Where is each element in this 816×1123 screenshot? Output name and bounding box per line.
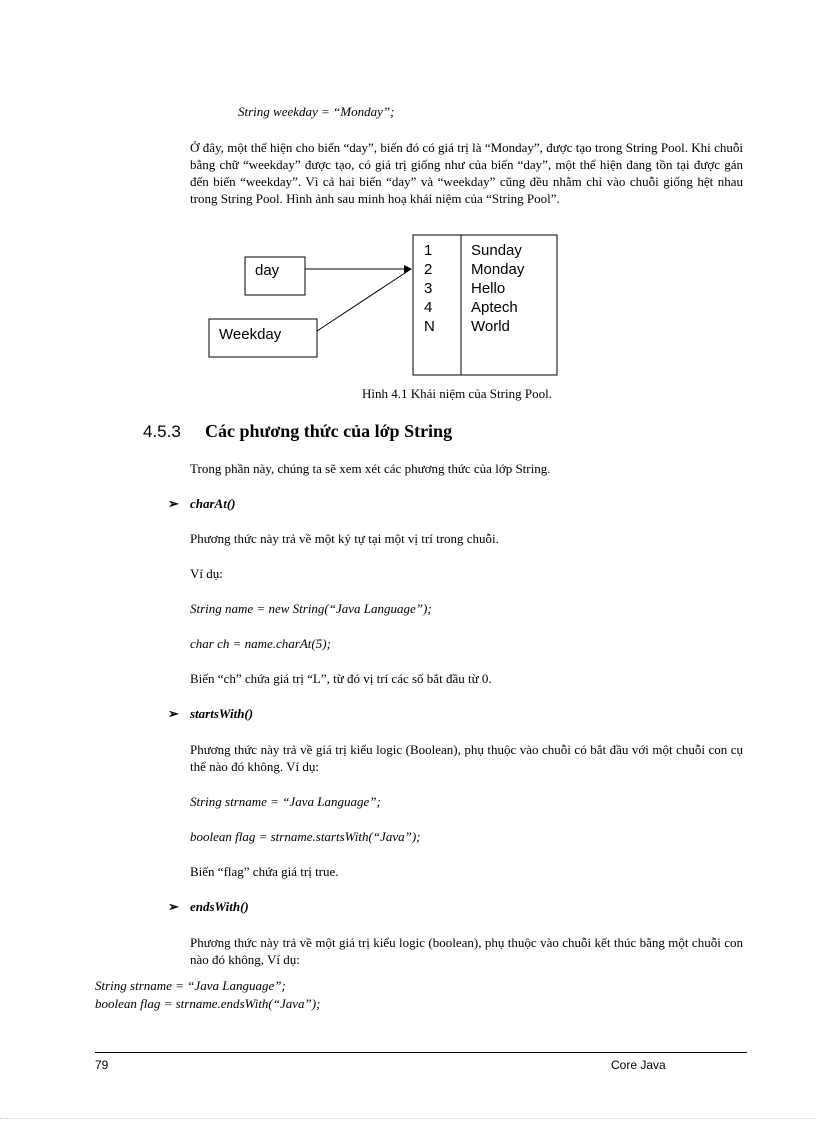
- heading-startswith: [168, 706, 253, 722]
- endswith-code-2: boolean flag = strname.endsWith(“Java”);: [95, 996, 321, 1011]
- pool-value: Sunday: [471, 242, 522, 259]
- endswith-code-1: String strname = “Java Language”;: [95, 978, 286, 993]
- figure-caption: Hình 4.1 Khái niệm của String Pool.: [362, 386, 552, 401]
- pool-index: 4: [424, 299, 433, 316]
- section-intro: Trong phần này, chúng ta sẽ xem xét các phương thức của lớp String.: [190, 461, 551, 476]
- pool-index: N: [424, 318, 435, 335]
- paragraph-string-pool: Ở đây, một thể hiện cho biến “day”, biến đó có giá trị là “Monday”, được tạo trong String Pool. Khi chuỗi bằng chữ “weekday” được tạo, có giá trị giống như của biến “day”, một thể hiện đang tồn tại được gán đến biến “weekday”. Vì cả hai biến “day” và “weekday” cũng đều nhằm chỉ vào chuỗi giống hệt nhau trong String Pool. Hình ảnh sau minh hoạ khái niệm của “String Pool”.: [190, 140, 743, 206]
- string-pool-diagram: [200, 230, 570, 380]
- startswith-result: Biến “flag” chứa giá trị true.: [190, 864, 339, 879]
- footer-rule: [95, 1052, 747, 1053]
- charat-code-1: String name = new String(“Java Language”);: [190, 601, 432, 616]
- startswith-code-1: String strname = “Java Language”;: [190, 794, 381, 809]
- code-weekday: String weekday = “Monday”;: [238, 104, 395, 119]
- section-number: 4.5.3: [143, 422, 181, 441]
- pool-index-column: [424, 241, 435, 336]
- pool-value: Hello: [471, 280, 506, 297]
- charat-code-2: char ch = name.charAt(5);: [190, 636, 331, 651]
- book-title: Core Java: [611, 1058, 666, 1072]
- bullet-arrow-icon: ➢: [168, 496, 179, 511]
- bullet-arrow-icon: ➢: [168, 706, 179, 721]
- heading-endswith-label: endsWith(): [190, 899, 249, 914]
- pool-index: 3: [424, 280, 433, 297]
- heading-endswith: [168, 899, 249, 915]
- example-label: Ví dụ:: [190, 566, 223, 581]
- pool-index: 2: [424, 261, 433, 278]
- var-day-label: day: [255, 262, 280, 279]
- pool-value: Aptech: [471, 299, 518, 316]
- heading-charat: [168, 496, 236, 512]
- section-heading: [143, 421, 452, 442]
- pool-value: Monday: [471, 261, 525, 278]
- pool-value-column: [471, 241, 524, 336]
- heading-charat-label: charAt(): [190, 496, 236, 511]
- startswith-code-2: boolean flag = strname.startsWith(“Java”);: [190, 829, 421, 844]
- charat-description: Phương thức này trả về một ký tự tại một vị trí trong chuỗi.: [190, 531, 499, 546]
- heading-startswith-label: startsWith(): [190, 706, 254, 721]
- page-number: 79: [95, 1058, 109, 1072]
- bullet-arrow-icon: ➢: [168, 899, 179, 914]
- page-edge: [0, 1118, 816, 1119]
- pool-value: World: [471, 318, 510, 335]
- endswith-description: Phương thức này trả về một giá trị kiểu logic (boolean), phụ thuộc vào chuỗi kết thúc bằng một chuỗi con nào đó không, Ví dụ:: [190, 935, 743, 967]
- charat-result: Biến “ch” chứa giá trị “L”, từ đó vị trí các số bắt đầu từ 0.: [190, 671, 492, 686]
- var-weekday-label: Weekday: [219, 326, 282, 343]
- section-title: Các phương thức của lớp String: [205, 421, 453, 441]
- pool-index: 1: [424, 242, 433, 259]
- arrow-weekday: [317, 269, 411, 331]
- startswith-description: Phương thức này trả về giá trị kiểu logic (Boolean), phụ thuộc vào chuỗi có bắt đầu với một chuỗi con cụ thể nào đó không. Ví dụ:: [190, 742, 743, 774]
